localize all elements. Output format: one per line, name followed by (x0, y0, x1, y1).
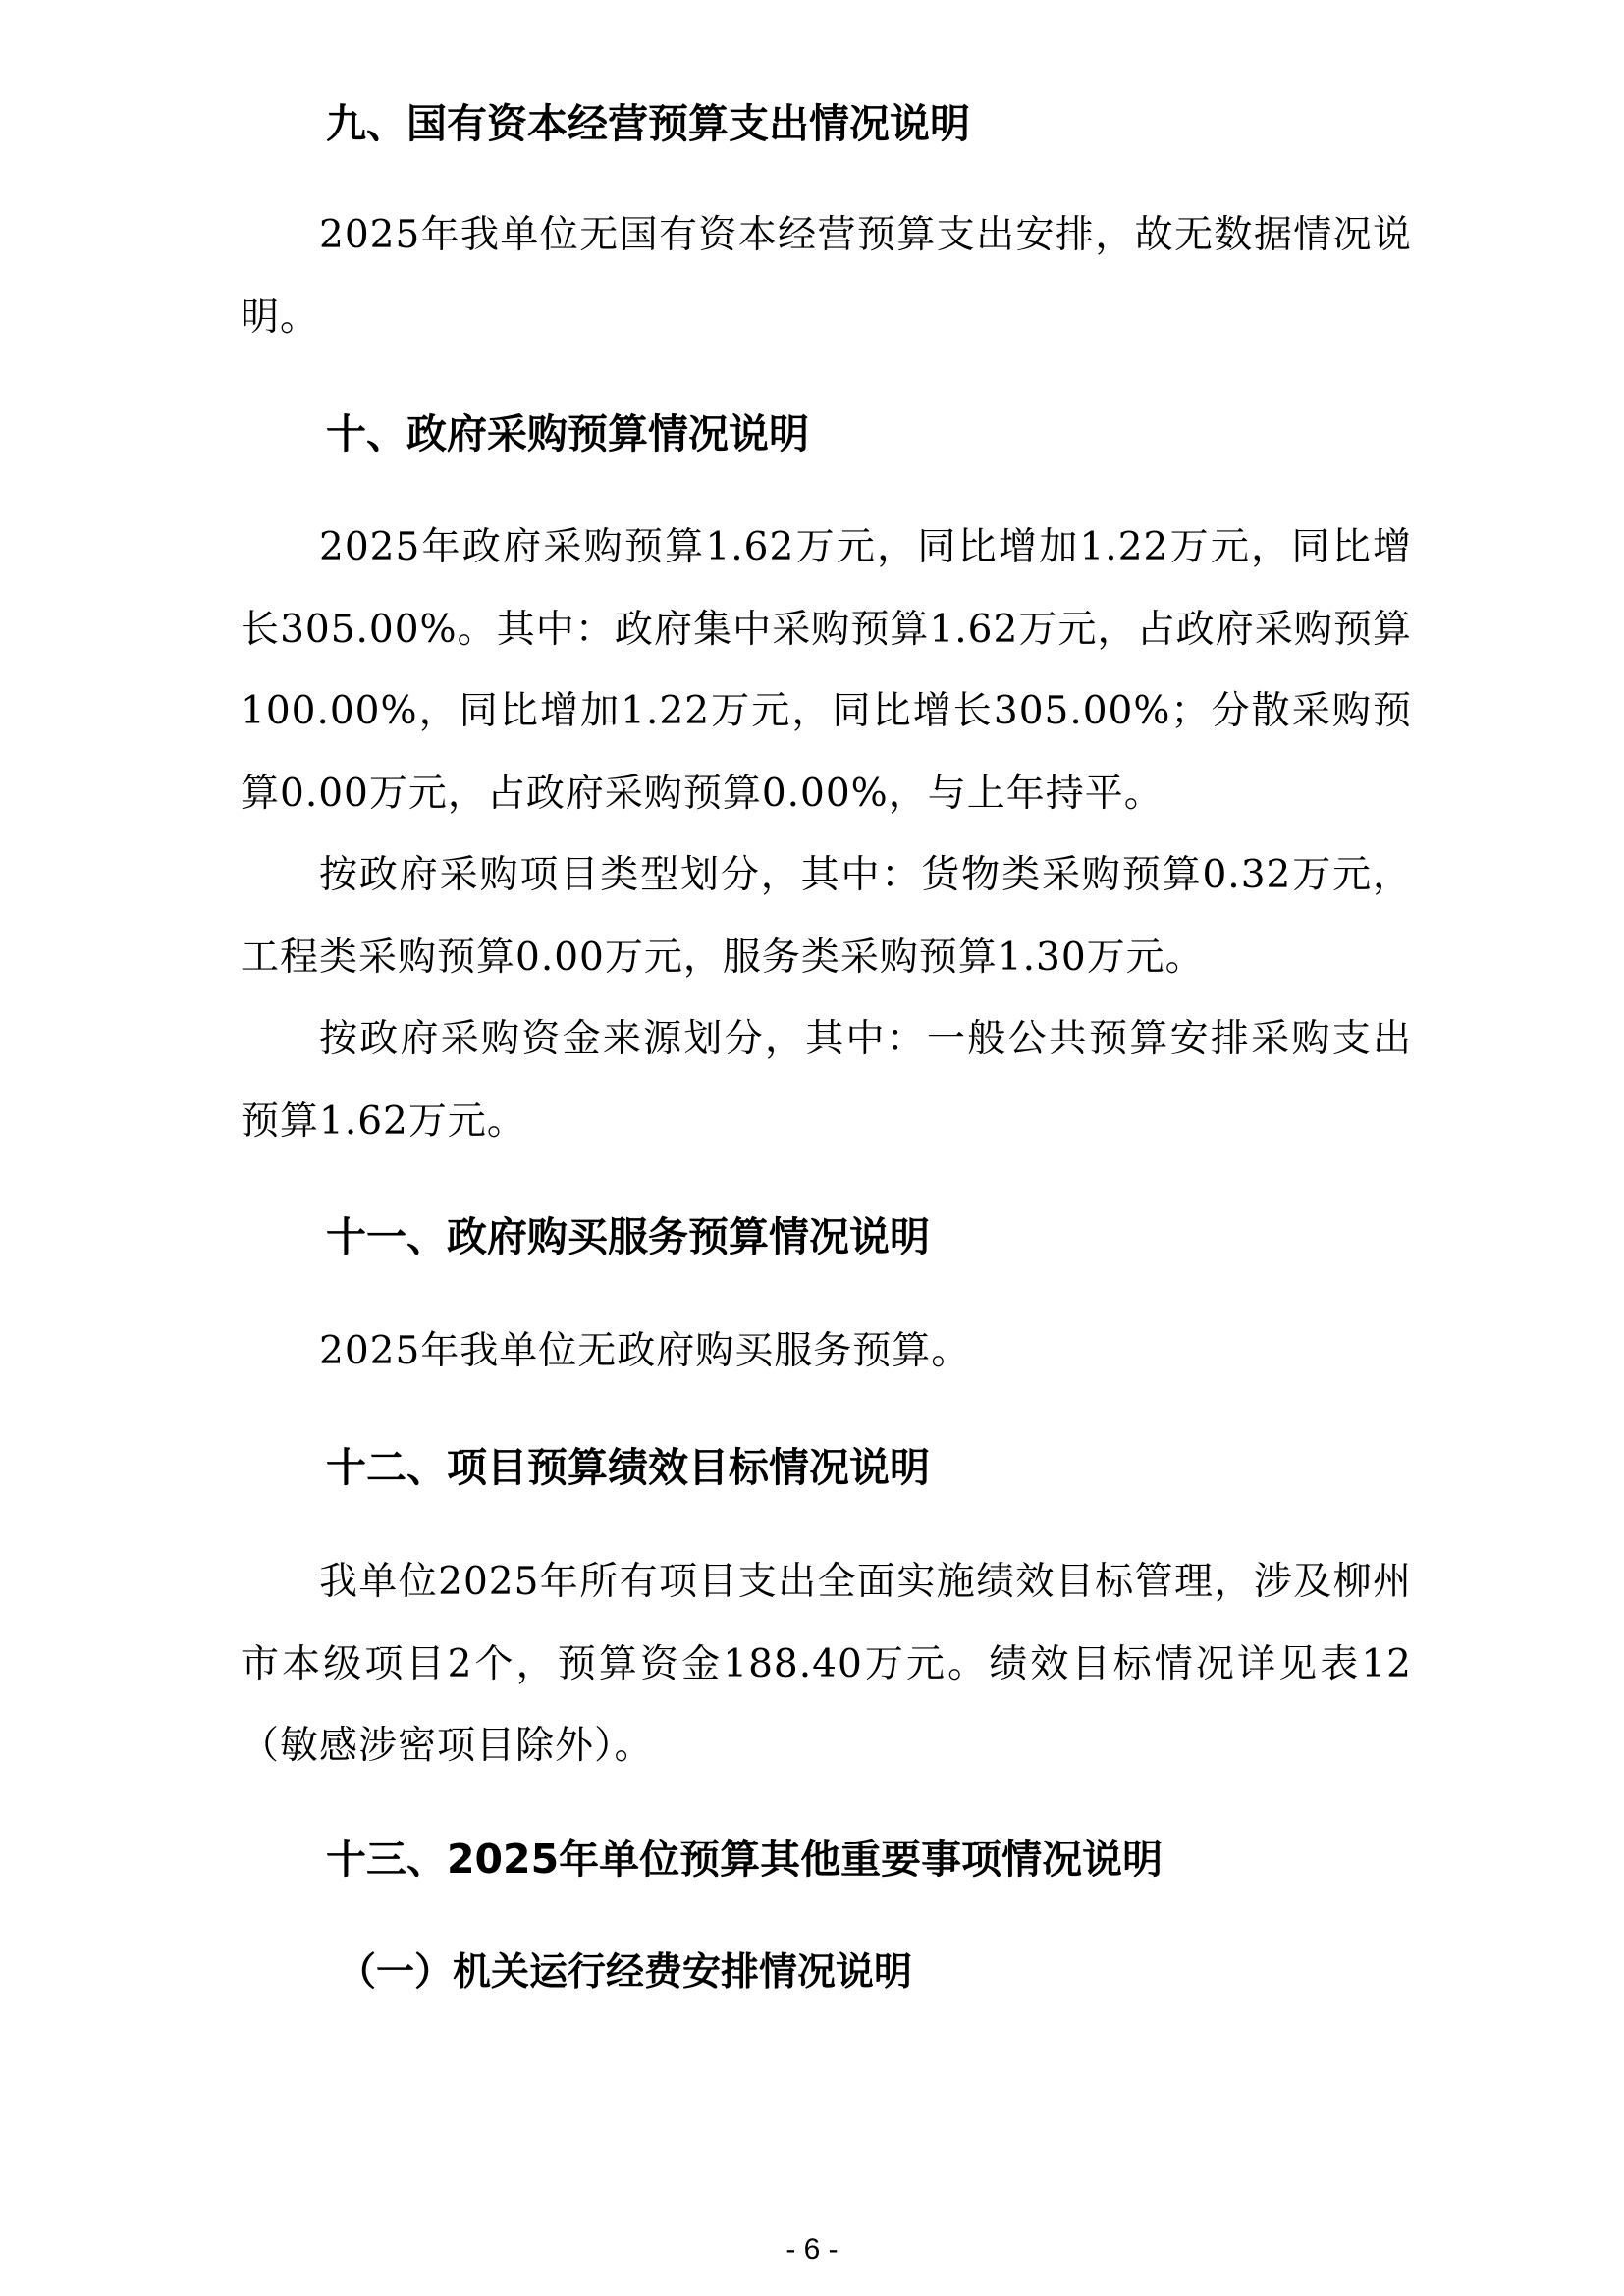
section-10-paragraph-2: 按政府采购项目类型划分，其中：货物类采购预算0.32万元，工程类采购预算0.00万元，服务类采购预算1.30万元。 (241, 853, 1412, 980)
section-10-paragraph-1: 2025年政府采购预算1.62万元，同比增加1.22万元，同比增长305.00%。其中：政府集中采购预算1.62万元，占政府采购预算100.00%，同比增加1.22万元，同比增长305.00%；分散采购预算0.00万元，占政府采购预算0.00%，与上年持平。 (241, 525, 1412, 816)
section-9-paragraph-1: 2025年我单位无国有资本经营预算支出安排，故无数据情况说明。 (241, 213, 1412, 340)
section-13-subheading: （一）机关运行经费安排情况说明 (338, 1950, 913, 1995)
section-13-heading: 十三、2025年单位预算其他重要事项情况说明 (326, 1836, 1164, 1883)
section-12-paragraph-1: 我单位2025年所有项目支出全面实施绩效目标管理，涉及柳州市本级项目2个，预算资金188.40万元。绩效目标情况详见表12（敏感涉密项目除外）。 (241, 1560, 1412, 1768)
section-11-heading: 十一、政府购买服务预算情况说明 (326, 1213, 930, 1260)
page-number: - 6 - (785, 2233, 839, 2266)
section-10-heading: 十、政府采购预算情况说明 (326, 410, 809, 457)
section-12-heading: 十二、项目预算绩效目标情况说明 (326, 1444, 930, 1491)
section-9-heading: 九、国有资本经营预算支出情况说明 (326, 100, 970, 147)
section-10-paragraph-3: 按政府采购资金来源划分，其中：一般公共预算安排采购支出预算1.62万元。 (241, 1017, 1412, 1144)
section-11-paragraph-1: 2025年我单位无政府购买服务预算。 (319, 1329, 971, 1373)
